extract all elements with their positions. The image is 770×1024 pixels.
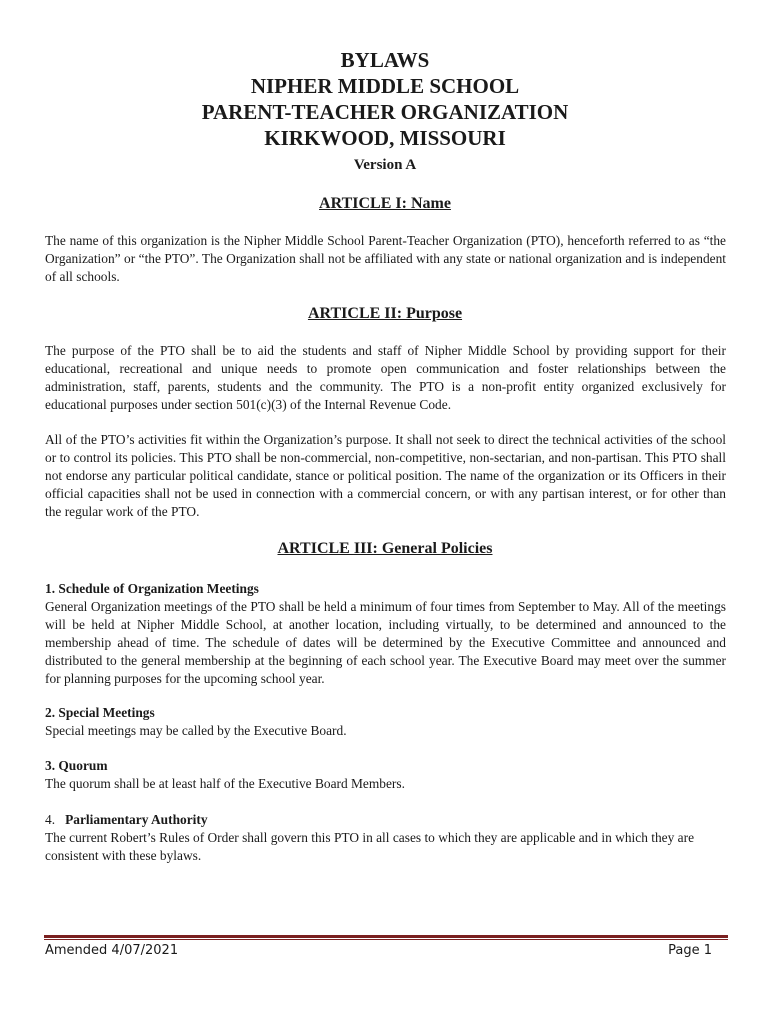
section-3 bbox=[45, 757, 726, 793]
footer-rule-thin bbox=[44, 939, 728, 940]
article-2-heading: ARTICLE II: Purpose bbox=[307, 305, 463, 322]
article-1-text: The name of this organization is the Nipher Middle School Parent-Teacher Organization (PTO), henceforth referred to as “the Organization” or “the PTO”. The Organization shall not be affiliated with any state or national organization and is independent of all schools. bbox=[45, 233, 726, 284]
article-2-paragraph-1: The purpose of the PTO shall be to aid the students and staff of Nipher Middle School by providing support for their educational, recreational and unique needs to promote open communication and foster relationships between the administration, staff, parents, students and the community. The PTO is a non-profit entity organized exclusively for educational purposes under section 501(c)(3) of the Internal Revenue Code. bbox=[45, 343, 726, 412]
section-3-title: 3. Quorum bbox=[45, 758, 108, 773]
title-location: KIRKWOOD, MISSOURI bbox=[264, 126, 506, 150]
footer-rule-thick bbox=[44, 935, 728, 938]
section-2 bbox=[45, 704, 726, 740]
article-2-paragraph-2: All of the PTO’s activities fit within the Organization’s purpose. It shall not seek to direct the technical activities of the school or to control its policies. This PTO shall be non-commercial, non-competitive, non-sectarian, and non-partisan. This PTO shall not endorse any particular political candidate, stance or political position. The name of the organization or its Officers in their official capacities shall not be used in connection with a commercial concern, or with any partisan interest, or for other than the regular work of the PTO. bbox=[45, 432, 726, 519]
section-4-text: The current Robert’s Rules of Order shall govern this PTO in all cases to which they are applicable and in which they are consistent with these bylaws. bbox=[45, 830, 695, 863]
section-2-title: 2. Special Meetings bbox=[45, 705, 155, 720]
article-1-heading: ARTICLE I: Name bbox=[319, 195, 451, 212]
section-4-number: 4. bbox=[45, 812, 56, 827]
title-organization: PARENT-TEACHER ORGANIZATION bbox=[201, 100, 569, 124]
section-4 bbox=[45, 811, 726, 865]
footer-amended-date: Amended 4/07/2021 bbox=[45, 943, 179, 958]
footer-page-number: Page 1 bbox=[668, 943, 712, 958]
article-3-heading: ARTICLE III: General Policies bbox=[277, 540, 493, 557]
title-bylaws: BYLAWS bbox=[340, 48, 430, 72]
section-4-title-line bbox=[45, 811, 726, 829]
section-4-title: Parliamentary Authority bbox=[65, 812, 208, 827]
title-school: NIPHER MIDDLE SCHOOL bbox=[250, 74, 520, 98]
title-block bbox=[0, 47, 770, 175]
section-1-title: 1. Schedule of Organization Meetings bbox=[45, 581, 259, 596]
section-1 bbox=[45, 580, 726, 688]
section-3-text: The quorum shall be at least half of the Executive Board Members. bbox=[45, 776, 405, 791]
section-1-text: General Organization meetings of the PTO shall be held a minimum of four times from September to May. All of the meetings will be held at Nipher Middle School, at another location, including virtually, to be determined and announced to the membership ahead of time. The schedule of dates will be determined by the Executive Committee and announced and distributed to the general membership at the beginning of each school year. The Executive Board may meet over the summer for planning purposes for the upcoming school year. bbox=[45, 599, 726, 686]
version-label: Version A bbox=[353, 157, 417, 173]
section-2-text: Special meetings may be called by the Executive Board. bbox=[45, 723, 347, 738]
